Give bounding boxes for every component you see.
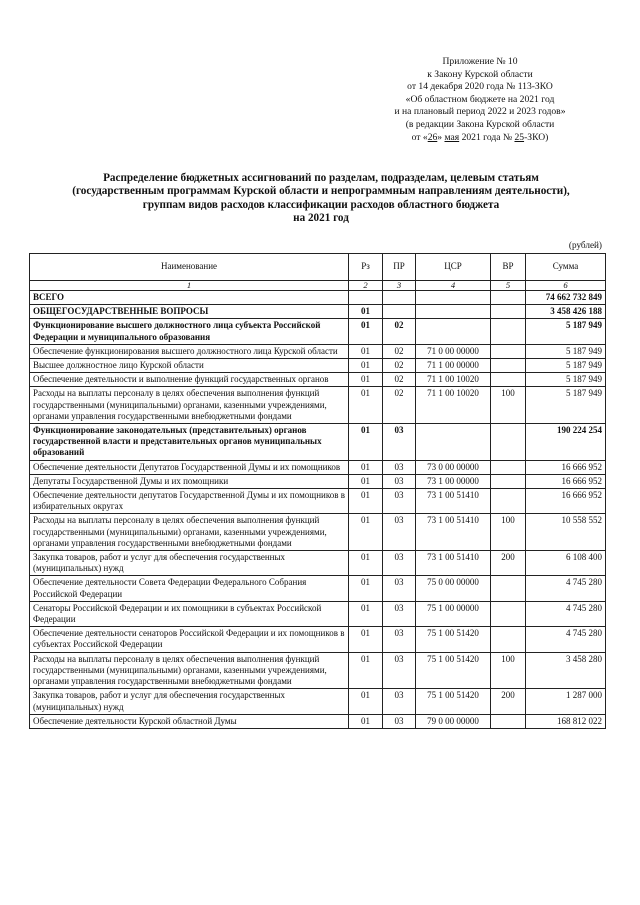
header-vr: ВР [491,254,526,281]
table-row [30,689,606,714]
cell-vr [491,489,526,514]
cell-csr: 73 1 00 00000 [416,474,491,488]
cell-name: Функционирование законодательных (представительных) органов государственной власти и представительных органов муниципальных образований [30,424,349,461]
law-number: 25 [514,131,525,143]
col-number: 3 [383,281,416,291]
header-rz: Рз [349,254,383,281]
cell-vr [491,424,526,461]
cell-pr: 03 [383,627,416,652]
document-title [36,172,606,226]
cell-csr: 71 1 00 10020 [416,387,491,424]
cell-csr: 73 1 00 51410 [416,514,491,551]
cell-csr: 71 1 00 10020 [416,373,491,387]
title-line: (государственным программам Курской области и непрограммным направлениям деятельности), [72,185,570,198]
cell-pr: 03 [383,489,416,514]
cell-vr [491,305,526,319]
cell-rz: 01 [349,627,383,652]
cell-vr [491,714,526,728]
cell-name: Расходы на выплаты персоналу в целях обеспечения выполнения функций государственными (муниципальными) органами, казенными учреждениями, органами управления государственными внебюджетными фондами [30,387,349,424]
cell-vr: 200 [491,551,526,576]
cell-pr [383,291,416,305]
cell-vr: 100 [491,652,526,689]
table-header-row [30,254,606,281]
title-line: Распределение бюджетных ассигнований по разделам, подразделам, целевым статьям [103,172,539,184]
cell-sum: 1 287 000 [526,689,606,714]
budget-table [29,253,606,729]
cell-sum: 4 745 280 [526,576,606,601]
cell-csr [416,319,491,344]
cell-name: ВСЕГО [30,291,349,305]
col-number: 6 [526,281,606,291]
cell-name: Обеспечение деятельности и выполнение функций государственных органов [30,373,349,387]
cell-pr: 02 [383,373,416,387]
cell-vr [491,319,526,344]
cell-csr: 75 0 00 00000 [416,576,491,601]
col-number: 5 [491,281,526,291]
cell-csr: 73 1 00 51410 [416,551,491,576]
cell-pr: 02 [383,344,416,358]
cell-pr: 03 [383,652,416,689]
table-row [30,627,606,652]
header-sum: Сумма [526,254,606,281]
cell-sum: 5 187 949 [526,319,606,344]
units-label: (рублей) [568,240,602,250]
cell-name: Закупка товаров, работ и услуг для обеспечения государственных (муниципальных) нужд [30,551,349,576]
cell-sum: 3 458 426 188 [526,305,606,319]
cell-sum: 74 662 732 849 [526,291,606,305]
cell-pr: 03 [383,601,416,626]
law-suffix: -ЗКО) [524,131,549,143]
cell-rz: 01 [349,652,383,689]
cell-sum: 6 108 400 [526,551,606,576]
cell-rz: 01 [349,489,383,514]
table-row [30,460,606,474]
cell-sum: 190 224 254 [526,424,606,461]
appendix-header [360,56,600,144]
cell-csr: 79 0 00 00000 [416,714,491,728]
cell-vr: 100 [491,387,526,424]
appendix-line: от 14 декабря 2020 года № 113-ЗКО [407,81,553,93]
cell-sum: 16 666 952 [526,474,606,488]
cell-vr [491,373,526,387]
cell-name: Расходы на выплаты персоналу в целях обеспечения выполнения функций государственными (муниципальными) органами, казенными учреждениями, органами управления государственными внебюджетными фондами [30,514,349,551]
cell-pr: 02 [383,319,416,344]
cell-name: Депутаты Государственной Думы и их помощники [30,474,349,488]
cell-sum: 16 666 952 [526,489,606,514]
cell-sum: 16 666 952 [526,460,606,474]
date-year: 2021 года № [459,131,515,143]
date-month: мая [444,131,460,143]
table-row [30,344,606,358]
cell-pr: 02 [383,387,416,424]
appendix-line: (в редакции Закона Курской области [405,118,555,130]
cell-name: Расходы на выплаты персоналу в целях обеспечения выполнения функций государственными (муниципальными) органами, казенными учреждениями, органами управления государственными внебюджетными фондами [30,652,349,689]
cell-rz: 01 [349,474,383,488]
header-pr: ПР [383,254,416,281]
table-row [30,291,606,305]
cell-sum: 4 745 280 [526,627,606,652]
cell-csr: 73 0 00 00000 [416,460,491,474]
cell-vr [491,627,526,652]
cell-sum: 5 187 949 [526,373,606,387]
cell-vr [491,474,526,488]
date-prefix: от « [411,131,428,143]
cell-rz: 01 [349,576,383,601]
table-row [30,424,606,461]
cell-name: Обеспечение деятельности сенаторов Российской Федерации и их помощников в субъектах Российской Федерации [30,627,349,652]
cell-vr [491,359,526,373]
cell-rz: 01 [349,689,383,714]
cell-vr [491,460,526,474]
cell-csr: 75 1 00 51420 [416,689,491,714]
appendix-line [360,132,600,145]
table-row [30,576,606,601]
table-row [30,373,606,387]
table-row [30,387,606,424]
table-row [30,319,606,344]
title-line: на 2021 год [293,212,349,225]
cell-name: Обеспечение деятельности депутатов Государственной Думы и их помощников в избирательных округах [30,489,349,514]
table-row [30,652,606,689]
cell-sum: 4 745 280 [526,601,606,626]
cell-name: Обеспечение деятельности Совета Федерации Федерального Собрания Российской Федерации [30,576,349,601]
table-row [30,489,606,514]
cell-csr [416,291,491,305]
col-number: 4 [416,281,491,291]
cell-pr: 03 [383,551,416,576]
cell-rz: 01 [349,319,383,344]
cell-name: Сенаторы Российской Федерации и их помощники в субъектах Российской Федерации [30,601,349,626]
title-line: группам видов расходов классификации расходов областного бюджета [142,198,500,211]
cell-vr [491,344,526,358]
table-row [30,359,606,373]
cell-pr: 03 [383,689,416,714]
cell-rz: 01 [349,714,383,728]
cell-sum: 5 187 949 [526,359,606,373]
table-row [30,551,606,576]
cell-pr: 03 [383,514,416,551]
date-mid: » [437,131,445,143]
cell-pr: 03 [383,714,416,728]
cell-pr: 03 [383,424,416,461]
table-row [30,514,606,551]
cell-rz: 01 [349,373,383,387]
cell-name: Обеспечение функционирования высшего должностного лица Курской области [30,344,349,358]
col-number: 2 [349,281,383,291]
cell-pr [383,305,416,319]
cell-csr: 71 0 00 00000 [416,344,491,358]
appendix-line: «Об областном бюджете на 2021 год [405,93,555,105]
cell-csr: 75 1 00 51420 [416,627,491,652]
appendix-line: Приложение № 10 [442,56,518,67]
cell-name: Обеспечение деятельности Курской областной Думы [30,714,349,728]
cell-sum: 10 558 552 [526,514,606,551]
table-row [30,601,606,626]
cell-csr [416,424,491,461]
cell-rz: 01 [349,305,383,319]
cell-rz: 01 [349,460,383,474]
cell-name: Закупка товаров, работ и услуг для обеспечения государственных (муниципальных) нужд [30,689,349,714]
table-row [30,714,606,728]
cell-sum: 5 187 949 [526,387,606,424]
cell-vr [491,601,526,626]
cell-rz: 01 [349,551,383,576]
cell-rz: 01 [349,424,383,461]
cell-name: Обеспечение деятельности Депутатов Государственной Думы и их помощников [30,460,349,474]
cell-pr: 03 [383,474,416,488]
cell-rz: 01 [349,514,383,551]
col-number: 1 [30,281,349,291]
cell-rz: 01 [349,601,383,626]
cell-sum: 168 812 022 [526,714,606,728]
cell-vr [491,291,526,305]
cell-sum: 3 458 280 [526,652,606,689]
cell-csr: 75 1 00 00000 [416,601,491,626]
cell-rz [349,291,383,305]
cell-vr: 100 [491,514,526,551]
column-number-row [30,281,606,291]
cell-sum: 5 187 949 [526,344,606,358]
cell-name: Функционирование высшего должностного лица субъекта Российской Федерации и муниципального образования [30,319,349,344]
cell-csr [416,305,491,319]
table-row [30,474,606,488]
cell-pr: 02 [383,359,416,373]
cell-vr [491,576,526,601]
appendix-line: к Закону Курской области [427,68,533,80]
date-day: 26 [427,131,438,143]
cell-vr: 200 [491,689,526,714]
header-csr: ЦСР [416,254,491,281]
cell-rz: 01 [349,359,383,373]
cell-rz: 01 [349,344,383,358]
appendix-line: и на плановый период 2022 и 2023 годов» [394,106,566,118]
cell-name: Высшее должностное лицо Курской области [30,359,349,373]
cell-csr: 71 1 00 00000 [416,359,491,373]
cell-rz: 01 [349,387,383,424]
cell-csr: 75 1 00 51420 [416,652,491,689]
cell-csr: 73 1 00 51410 [416,489,491,514]
cell-name: ОБЩЕГОСУДАРСТВЕННЫЕ ВОПРОСЫ [30,305,349,319]
table-row [30,305,606,319]
cell-pr: 03 [383,460,416,474]
header-name: Наименование [30,254,349,281]
cell-pr: 03 [383,576,416,601]
